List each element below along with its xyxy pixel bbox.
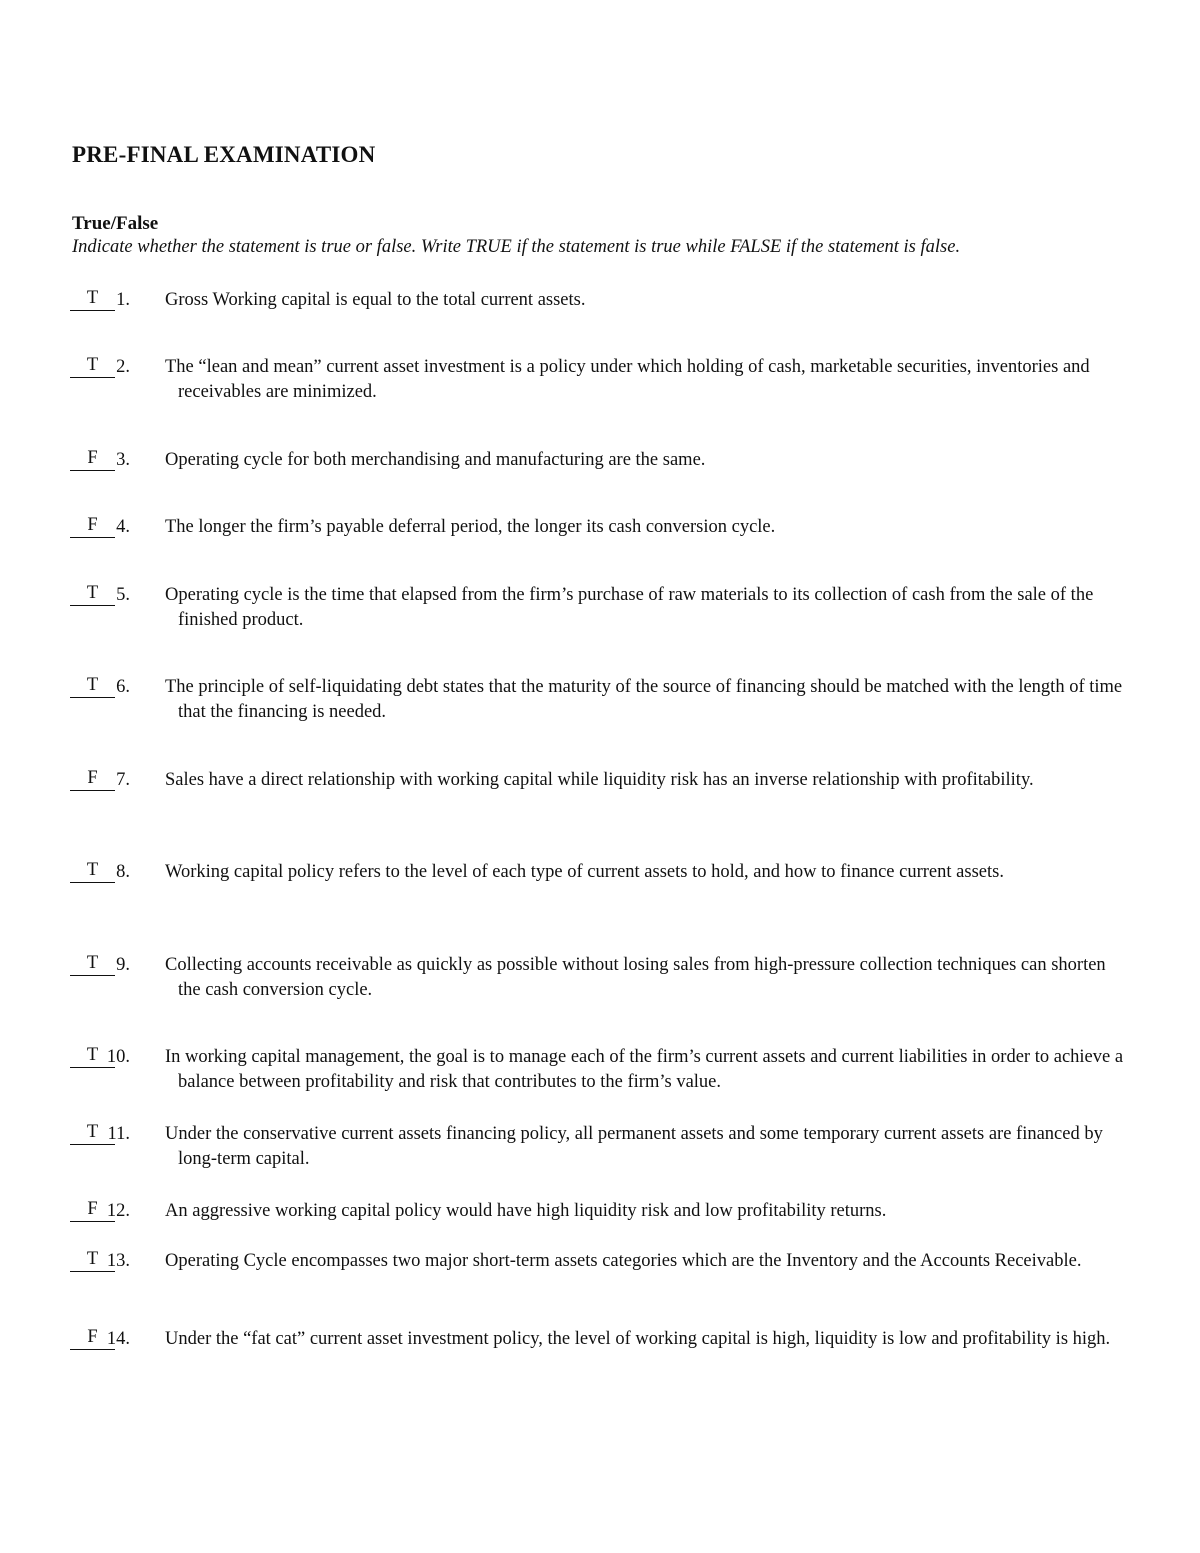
question-number: 6. — [116, 677, 130, 697]
question-text: Operating cycle for both merchandising and manufacturing are the same. — [165, 450, 706, 470]
question-number: 13. — [106, 1251, 130, 1271]
question-number: 10. — [106, 1047, 130, 1067]
question-text: Sales have a direct relationship with working capital while liquidity risk has an inverse relationship with profitability. — [165, 770, 1034, 790]
answer-blank: T — [70, 675, 115, 698]
answer-blank: T — [70, 288, 115, 311]
answer-blank: F — [70, 448, 115, 471]
question-number: 12. — [106, 1201, 130, 1221]
question-text: In working capital management, the goal is to manage each of the firm’s current assets and current liabilities in order to achieve a balance between profitability and risk that contributes to the firm’s value. — [165, 1047, 1124, 1092]
question-number: 11. — [107, 1124, 130, 1144]
answer-blank: T — [70, 355, 115, 378]
question-number: 9. — [116, 955, 130, 975]
question-text: The principle of self-liquidating debt states that the maturity of the source of financing should be matched with the length of time that the financing is needed. — [165, 677, 1123, 722]
question-text: Working capital policy refers to the level of each type of current assets to hold, and how to finance current assets. — [165, 862, 1004, 882]
question-number: 4. — [116, 517, 130, 537]
question-text: Under the conservative current assets financing policy, all permanent assets and some temporary current assets are financed by long-term capital. — [165, 1124, 1103, 1169]
question-number: 7. — [116, 770, 130, 790]
question-number: 5. — [116, 585, 130, 605]
answer-blank: T — [70, 953, 115, 976]
question-text: An aggressive working capital policy would have high liquidity risk and low profitability returns. — [165, 1201, 887, 1221]
question-number: 14. — [106, 1329, 130, 1349]
answer-blank: T — [70, 583, 115, 606]
answer-blank: F — [70, 515, 115, 538]
answer-blank: F — [70, 1199, 115, 1222]
answer-blank: T — [70, 860, 115, 883]
question-text: Operating Cycle encompasses two major short-term assets categories which are the Inventory and the Accounts Receivable. — [165, 1251, 1082, 1271]
question-text: Gross Working capital is equal to the total current assets. — [165, 290, 586, 310]
answer-blank: T — [70, 1249, 115, 1272]
question-text: Collecting accounts receivable as quickly as possible without losing sales from high-pressure collection techniques can shorten the cash conversion cycle. — [165, 955, 1106, 1000]
question-number: 1. — [116, 290, 130, 310]
answer-blank: T — [70, 1045, 115, 1068]
instructions: Indicate whether the statement is true or false. Write TRUE if the statement is true while FALSE if the statement is false. — [72, 237, 961, 257]
question-text: Under the “fat cat” current asset investment policy, the level of working capital is high, liquidity is low and profitability is high. — [165, 1329, 1111, 1349]
question-text: The “lean and mean” current asset investment is a policy under which holding of cash, marketable securities, inventories and receivables are minimized. — [165, 357, 1090, 402]
answer-blank: F — [70, 1327, 115, 1350]
question-text: The longer the firm’s payable deferral period, the longer its cash conversion cycle. — [165, 517, 776, 537]
exam-title: PRE-FINAL EXAMINATION — [72, 142, 376, 167]
answer-blank: F — [70, 768, 115, 791]
question-number: 2. — [116, 357, 130, 377]
question-number: 8. — [116, 862, 130, 882]
section-title: True/False — [72, 213, 159, 234]
answer-blank: T — [70, 1122, 115, 1145]
question-number: 3. — [116, 450, 130, 470]
question-text: Operating cycle is the time that elapsed from the firm’s purchase of raw materials to its collection of cash from the sale of the finished product. — [165, 585, 1094, 630]
